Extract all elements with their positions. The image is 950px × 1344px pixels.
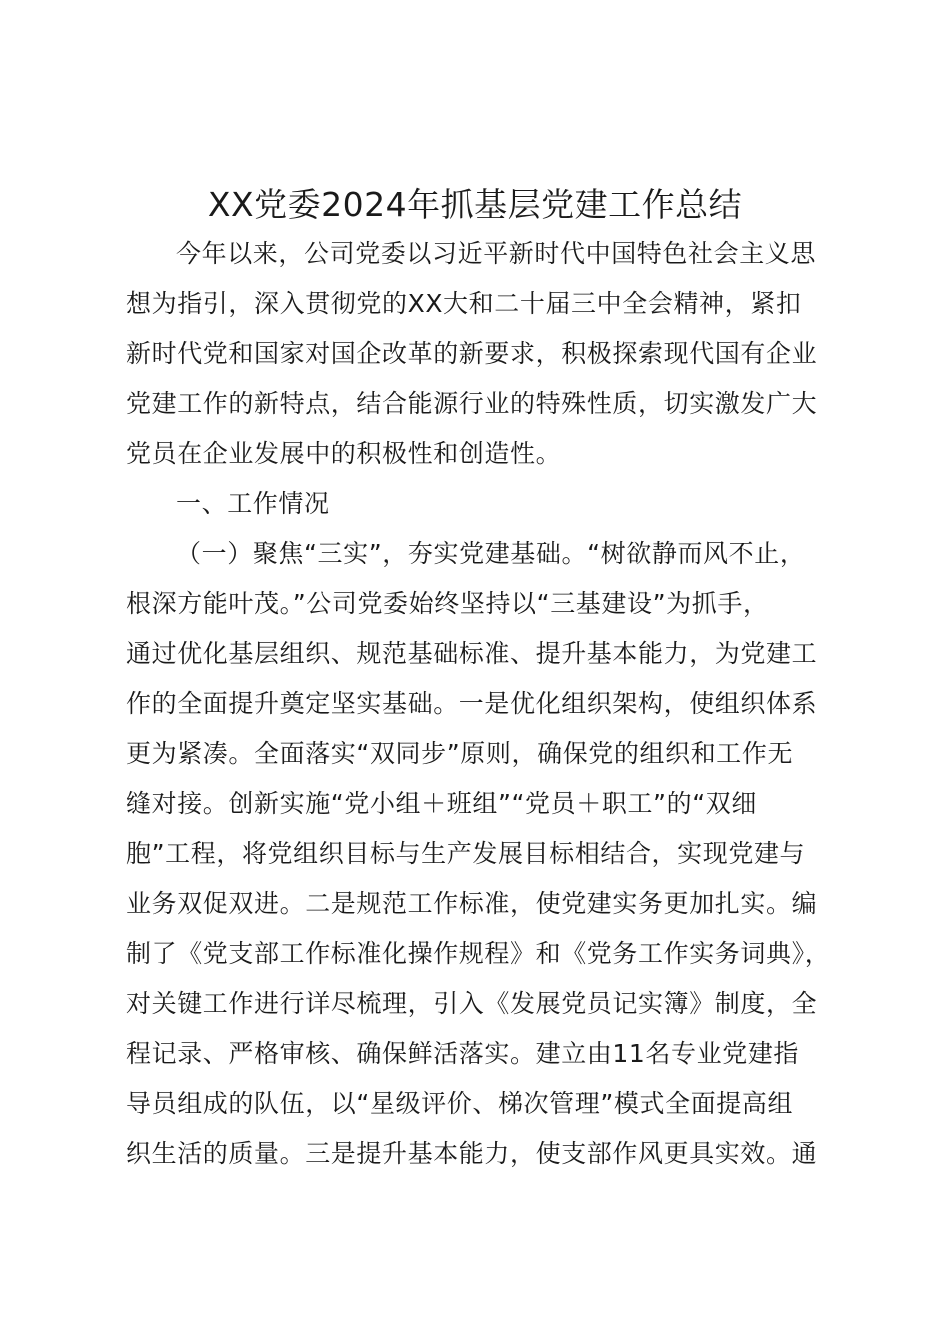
body-line-5: 更为紧凑。全面落实“双同步”原则，确保党的组织和工作无 xyxy=(126,739,794,768)
body-line-11: 程记录、严格审核、确保鲜活落实。建立由11名专业党建指 xyxy=(126,1039,800,1068)
body-line-1: （一）聚焦“三实”，夯实党建基础。“树欲静而风不止， xyxy=(176,539,806,568)
body-line-13: 织生活的质量。三是提升基本能力，使支部作风更具实效。通 xyxy=(126,1139,818,1168)
intro-line-1: 今年以来，公司党委以习近平新时代中国特色社会主义思 xyxy=(176,239,817,268)
body-line-2: 根深方能叶茂。”公司党委始终坚持以“三基建设”为抓手， xyxy=(126,589,769,618)
document-title: XX党委2024年抓基层党建工作总结 xyxy=(207,185,743,224)
intro-line-3: 新时代党和国家对国企改革的新要求，积极探索现代国有企业 xyxy=(126,339,818,368)
body-line-12: 导员组成的队伍，以“星级评价、梯次管理”模式全面提高组 xyxy=(126,1089,794,1118)
body-line-8: 业务双促双进。二是规范工作标准，使党建实务更加扎实。编 xyxy=(126,889,818,918)
intro-line-4: 党建工作的新特点，结合能源行业的特殊性质，切实激发广大 xyxy=(126,389,818,418)
intro-line-2: 想为指引，深入贯彻党的XX大和二十届三中全会精神，紧扣 xyxy=(126,289,802,318)
body-line-6: 缝对接。创新实施“党小组＋班组”“党员＋职工”的“双细 xyxy=(126,789,757,818)
section-heading: 一、工作情况 xyxy=(176,489,330,518)
body-line-3: 通过优化基层组织、规范基础标准、提升基本能力，为党建工 xyxy=(126,639,818,668)
body-line-7: 胞”工程，将党组织目标与生产发展目标相结合，实现党建与 xyxy=(126,839,806,868)
body-line-10: 对关键工作进行详尽梳理，引入《发展党员记实簿》制度，全 xyxy=(126,989,818,1018)
body-line-4: 作的全面提升奠定坚实基础。一是优化组织架构，使组织体系 xyxy=(126,689,818,718)
intro-line-5: 党员在企业发展中的积极性和创造性。 xyxy=(126,439,562,468)
body-line-9: 制了《党支部工作标准化操作规程》和《党务工作实务词典》， xyxy=(126,939,831,968)
